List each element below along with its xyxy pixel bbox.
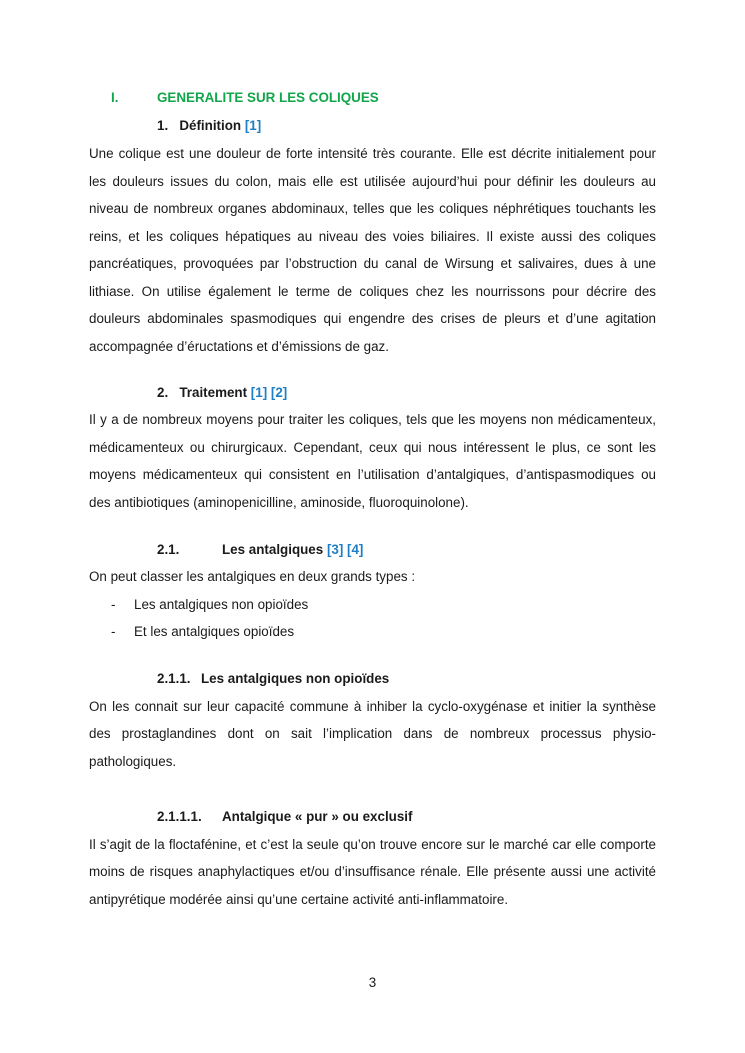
heading-number: 2. xyxy=(157,385,169,400)
bullet-marker: - xyxy=(111,597,116,612)
reference-link[interactable]: [3] [4] xyxy=(326,542,364,557)
heading-number: 2.1.1. xyxy=(157,671,191,686)
paragraph-line: médicamenteux ou chirurgicaux. Cependant, ceux qui nous intéressent le plus, ce sont les xyxy=(89,440,656,455)
paragraph-line: les douleurs issues du colon, mais elle est utilisée aujourd’hui pour définir les douleurs au xyxy=(89,174,656,189)
heading-number: 2.1. xyxy=(157,542,180,557)
paragraph-line: Une colique est une douleur de forte intensité très courante. Elle est décrite initialement pour xyxy=(89,146,656,161)
heading-number: 2.1.1.1. xyxy=(157,809,202,824)
heading-number: 1. xyxy=(157,118,169,133)
section-title: GENERALITE SUR LES COLIQUES xyxy=(157,90,379,105)
paragraph-line: reins, et les coliques hépatiques au niveau des voies biliaires. Il existe aussi des coliques xyxy=(89,229,656,244)
heading-title: Les antalgiques xyxy=(222,542,324,557)
paragraph-line: On les connait sur leur capacité commune à inhiber la cyclo-oxygénase et initier la synthèse xyxy=(89,699,656,714)
heading-title: Antalgique « pur » ou exclusif xyxy=(222,809,413,824)
paragraph-line: antipyrétique modérée ainsi qu’une certaine activité anti-inflammatoire. xyxy=(89,892,509,907)
reference-link[interactable]: [1] [2] xyxy=(250,385,288,400)
heading-traitement xyxy=(157,384,287,402)
paragraph-line: des antibiotiques (aminopenicilline, aminoside, fluoroquinolone). xyxy=(89,495,469,510)
page-number: 3 xyxy=(368,975,377,990)
paragraph-line: lithiase. On utilise également le terme de coliques chez les nourrissons pour décrire des xyxy=(89,284,656,299)
paragraph-line: douleurs abdominales spasmodiques qui engendre des crises de pleurs et d’une agitation xyxy=(89,311,656,326)
paragraph-line: On peut classer les antalgiques en deux grands types : xyxy=(89,569,416,584)
paragraph-line: des prostaglandines dont on sait l’implication dans de nombreux processus physio- xyxy=(89,726,656,741)
heading-definition xyxy=(157,117,261,135)
paragraph-line: moyens médicamenteux qui consistent en l’utilisation d’antalgiques, d’antispasmodiques ou xyxy=(89,467,656,482)
heading-title: Définition xyxy=(179,118,242,133)
list-item: Et les antalgiques opioïdes xyxy=(134,624,295,639)
paragraph-line: accompagnée d’éructations et d’émissions de gaz. xyxy=(89,339,389,354)
heading-antalgiques xyxy=(222,541,363,559)
paragraph-line: moins de risques anaphylactiques et/ou d’insuffisance rénale. Elle présente aussi une activité xyxy=(89,864,656,879)
reference-link[interactable]: [1] xyxy=(244,118,262,133)
paragraph-line: pathologiques. xyxy=(89,754,177,769)
paragraph-line: niveau de nombreux organes abdominaux, telles que les coliques néphrétiques touchants les xyxy=(89,201,656,216)
heading-title: Traitement xyxy=(179,385,248,400)
paragraph-line: pancréatiques, provoquées par l’obstruction du canal de Wirsung et salivaires, dues à une xyxy=(89,256,656,271)
list-item: Les antalgiques non opioïdes xyxy=(134,597,309,612)
bullet-marker: - xyxy=(111,624,116,639)
heading-title: Les antalgiques non opioïdes xyxy=(201,671,390,686)
section-numeral: I. xyxy=(111,90,119,105)
paragraph-line: Il s’agit de la floctafénine, et c’est la seule qu’on trouve encore sur le marché car elle comporte xyxy=(89,837,656,852)
paragraph-line: Il y a de nombreux moyens pour traiter les coliques, tels que les moyens non médicamenteux, xyxy=(89,412,656,427)
